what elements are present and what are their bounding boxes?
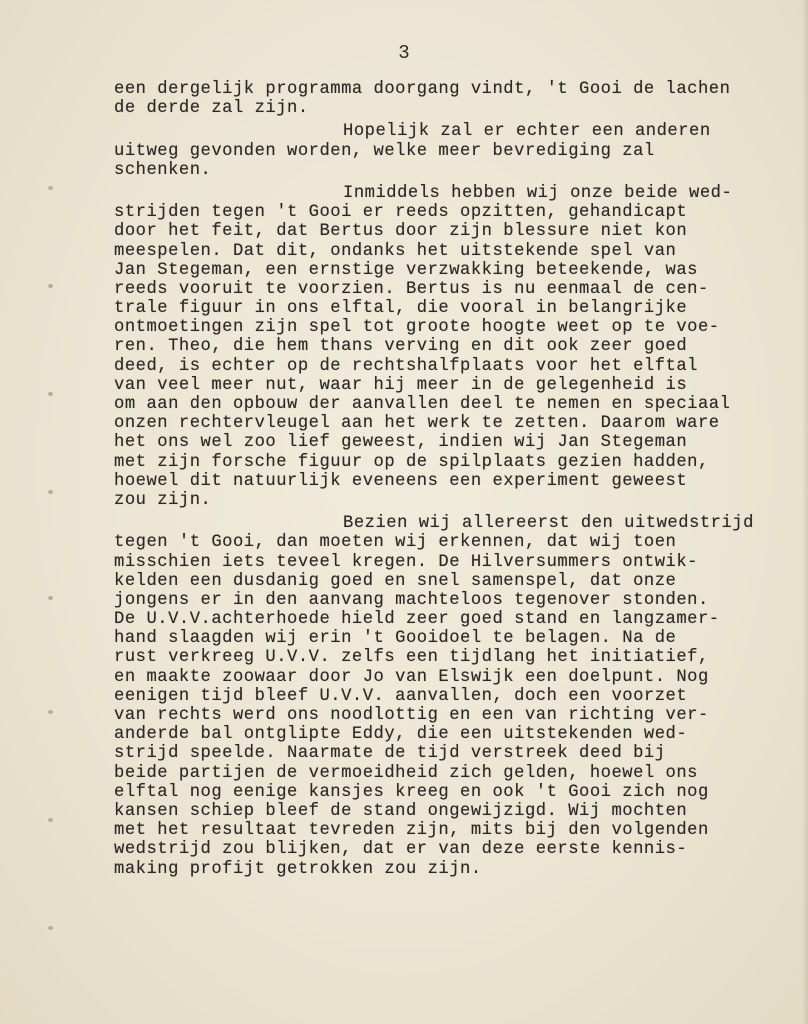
text-line: ontmoetingen zijn spel tot groote hoogte weet op te voe- (114, 318, 720, 338)
text-line: ren. Theo, die hem thans verving en dit ook zeer goed (114, 337, 688, 357)
binder-hole-mark (48, 186, 53, 190)
text-line: en maakte zoowaar door Jo van Elswijk een doelpunt. Nog (114, 667, 709, 687)
text-line: elftal nog eenige kansjes kreeg en ook 't Gooi zich nog (114, 782, 709, 802)
text-line: met zijn forsche figuur op de spilplaats gezien hadden, (114, 452, 709, 472)
text-line: met het resultaat tevreden zijn, mits bij den volgenden (114, 821, 709, 841)
text-line: onzen rechtervleugel aan het werk te zetten. Daarom ware (114, 414, 720, 434)
text-line: kelden een dusdanig goed en snel samenspel, dat onze (114, 571, 677, 591)
page-number: 3 (398, 42, 410, 64)
text-line: het ons wel zoo lief geweest, indien wij Jan Stegeman (114, 433, 688, 453)
text-line: Jan Stegeman, een ernstige verzwakking beteekende, was (114, 260, 698, 280)
text-line: de derde zal zijn. (114, 99, 309, 119)
binder-hole-mark (48, 490, 53, 494)
body-text (114, 80, 804, 879)
text-line: Bezien wij allereerst den uitwedstrijd (343, 514, 754, 534)
text-line: tegen 't Gooi, dan moeten wij erkennen, dat wij toen (114, 533, 677, 553)
text-line: wedstrijd zou blijken, dat er van deze eerste kennis- (114, 840, 688, 860)
text-line: door het feit, dat Bertus door zijn blessure niet kon (114, 222, 688, 242)
text-line: making profijt getrokken zou zijn. (114, 859, 482, 879)
text-line: hand slaagden wij erin 't Gooidoel te belagen. Na de (114, 629, 677, 649)
text-line: schenken. (114, 160, 212, 180)
binder-hole-mark (48, 392, 53, 396)
binder-hole-mark (48, 284, 53, 288)
text-line: beide partijen de vermoeidheid zich gelden, hoewel ons (114, 763, 698, 783)
text-line: een dergelijk programma doorgang vindt, 't Gooi de lachen (114, 80, 731, 99)
text-line: strijden tegen 't Gooi er reeds opzitten, gehandicapt (114, 203, 688, 223)
text-line: van veel meer nut, waar hij meer in de gelegenheid is (114, 375, 688, 395)
text-line: hoewel dit natuurlijk eveneens een experiment geweest (114, 471, 688, 491)
binder-hole-mark (48, 710, 53, 714)
text-line: trale figuur in ons elftal, die vooral in belangrijke (114, 299, 688, 319)
text-line: meespelen. Dat dit, ondanks het uitstekende spel van (114, 241, 677, 261)
text-line: reeds vooruit te voorzien. Bertus is nu eenmaal de cen- (114, 279, 709, 299)
text-line: anderde bal ontglipte Eddy, die een uitstekenden wed- (114, 725, 688, 745)
text-line: zou zijn. (114, 490, 212, 510)
text-line: uitweg gevonden worden, welke meer bevrediging zal (114, 141, 655, 161)
binder-hole-mark (48, 596, 53, 600)
text-line: jongens er in den aanvang machteloos tegenover stonden. (114, 590, 709, 610)
text-line: Hopelijk zal er echter een anderen (343, 122, 711, 142)
text-line: eenigen tijd bleef U.V.V. aanvallen, doch een voorzet (114, 686, 688, 706)
text-line: rust verkreeg U.V.V. zelfs een tijdlang het initiatief, (114, 648, 709, 668)
text-line: om aan den opbouw der aanvallen deel te nemen en speciaal (114, 395, 731, 414)
text-line: misschien iets teveel kregen. De Hilversummers ontwik- (114, 552, 698, 572)
text-line: deed, is echter op de rechtshalfplaats voor het elftal (114, 356, 698, 376)
text-line: kansen schiep bleef de stand ongewijzigd. Wij mochten (114, 801, 688, 821)
page-edge (802, 0, 808, 1024)
text-line: strijd speelde. Naarmate de tijd verstreek deed bij (114, 744, 666, 764)
text-line: Inmiddels hebben wij onze beide wed- (343, 183, 733, 203)
binder-hole-mark (48, 818, 53, 822)
text-line: De U.V.V.achterhoede hield zeer goed stand en langzamer- (114, 610, 720, 630)
binder-hole-mark (48, 926, 53, 930)
text-line: van rechts werd ons noodlottig en een van richting ver- (114, 706, 709, 725)
